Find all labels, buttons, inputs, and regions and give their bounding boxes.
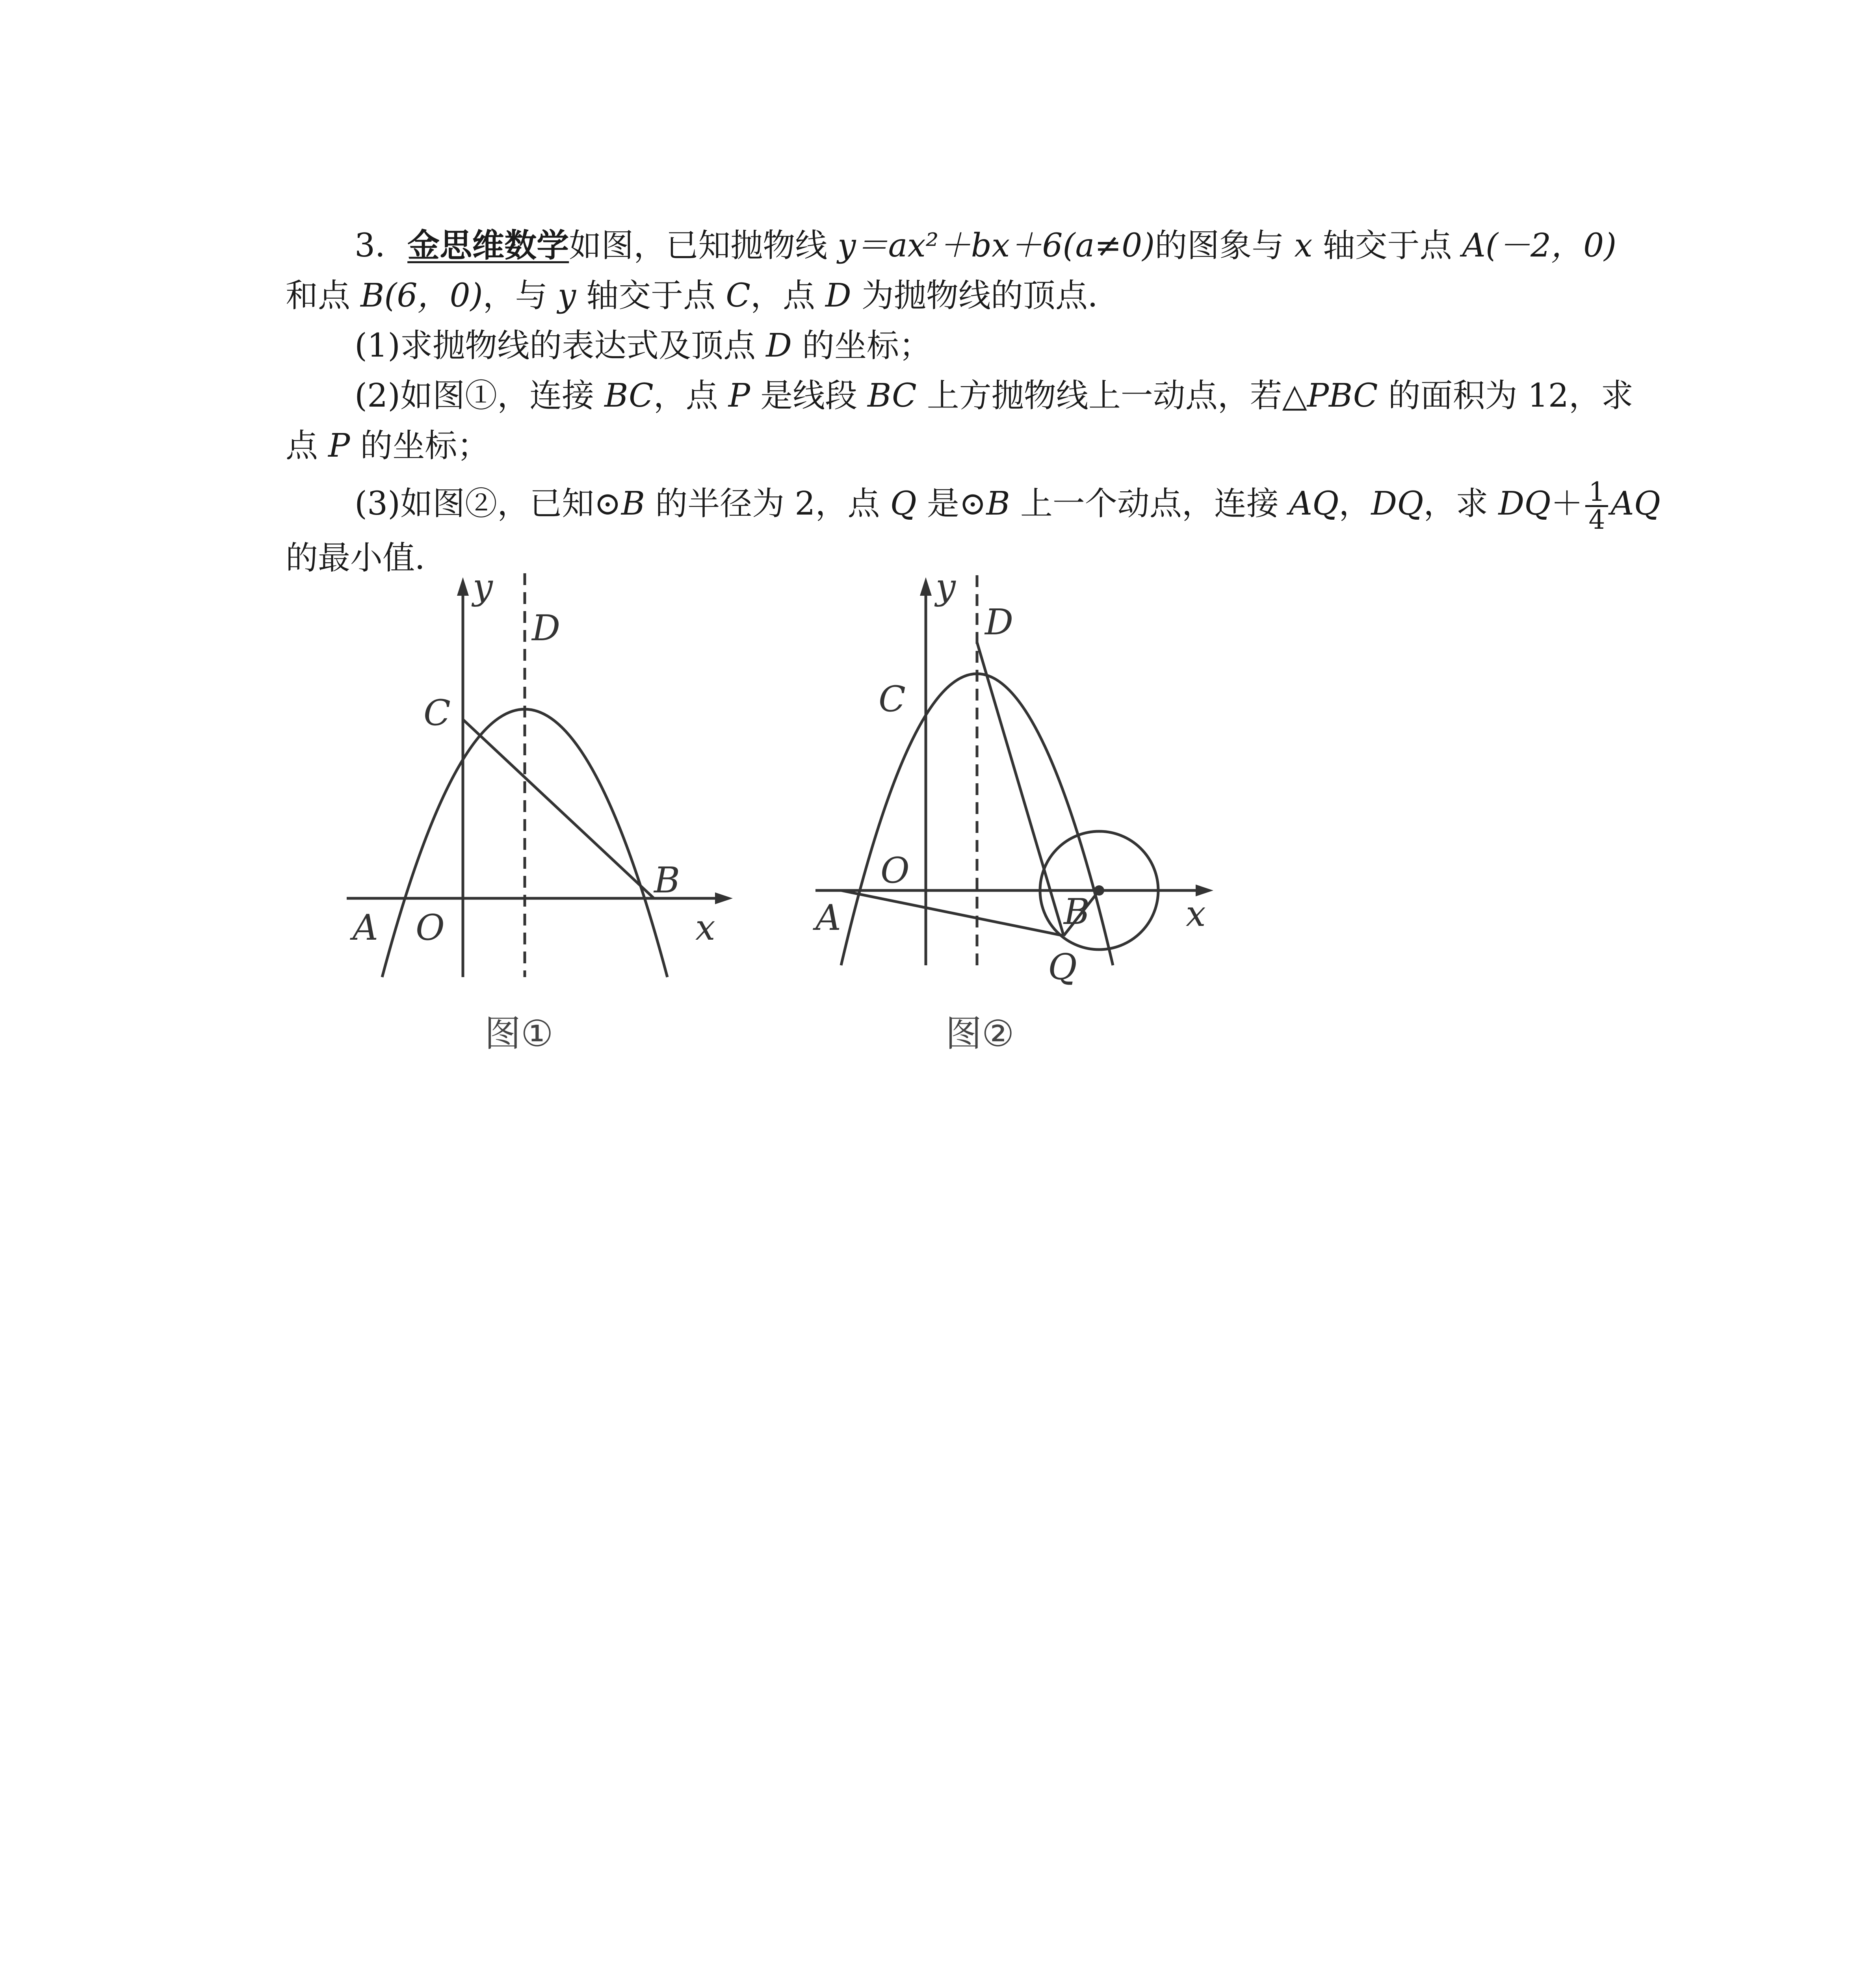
segment-bc: BC xyxy=(604,377,654,415)
label-x: x xyxy=(1186,893,1206,935)
text-segment: 轴交于点 xyxy=(1312,227,1462,264)
label-c: C xyxy=(879,678,906,720)
point-d: D xyxy=(825,277,851,315)
label-q: Q xyxy=(1048,946,1077,988)
figure-1 xyxy=(339,567,756,993)
text-segment: 和点 xyxy=(286,277,361,315)
problem-line-1 xyxy=(286,221,1617,271)
text-segment: 轴交于点 xyxy=(576,277,726,315)
text-segment: 点 xyxy=(286,427,329,465)
label-o: O xyxy=(880,850,910,891)
figure-1-caption: 图① xyxy=(485,1013,554,1055)
point-d: D xyxy=(766,327,792,365)
triangle-pbc: PBC xyxy=(1307,377,1378,415)
text-segment: 的坐标； xyxy=(350,427,490,465)
text-segment: ， xyxy=(1339,485,1371,523)
text-segment: 是⊙ xyxy=(916,485,986,523)
figure-1-diagram xyxy=(339,567,756,993)
text-segment: (3)如图②，已知⊙ xyxy=(355,485,621,523)
label-d: D xyxy=(985,602,1014,643)
text-segment: ，求 xyxy=(1423,485,1499,523)
text-segment: 的坐标； xyxy=(791,327,932,365)
text-segment: ＋ xyxy=(1551,485,1583,523)
point-b: B xyxy=(986,485,1010,523)
question-2 xyxy=(286,371,1634,421)
segment-aq xyxy=(841,890,1064,936)
point-q: Q xyxy=(890,485,917,523)
center-point-b xyxy=(1094,885,1104,896)
text-segment: 上方抛物线上一动点，若△ xyxy=(916,377,1307,415)
point-c: C xyxy=(726,277,750,315)
text-segment: ，与 xyxy=(483,277,558,315)
label-x: x xyxy=(695,907,715,948)
text-segment: 的图象与 xyxy=(1155,227,1295,264)
problem-number: 3． xyxy=(355,227,408,264)
fraction-denominator: 4 xyxy=(1588,505,1605,535)
text-segment: (2)如图①，连接 xyxy=(355,377,605,415)
figure-2-caption: 图② xyxy=(945,1013,1014,1055)
text-segment: 的最小值． xyxy=(286,539,448,577)
question-3 xyxy=(286,477,1661,535)
segment-dq: DQ xyxy=(1498,485,1551,523)
problem-line-2 xyxy=(286,271,1597,321)
problem-text xyxy=(286,221,1661,584)
y-axis-arrow-icon xyxy=(457,577,469,596)
text-segment: 为抛物线的顶点． xyxy=(851,277,1120,315)
text-segment: 是线段 xyxy=(750,377,868,415)
label-y: y xyxy=(473,567,493,608)
figure-2-diagram xyxy=(812,567,1253,1001)
problem-source: 金思维数学 xyxy=(407,227,569,264)
fraction-numerator: 1 xyxy=(1585,479,1608,507)
var-x: x xyxy=(1294,227,1313,264)
label-a: A xyxy=(353,907,378,948)
label-b: B xyxy=(654,860,680,901)
var-y: y xyxy=(557,277,576,315)
label-o: O xyxy=(416,907,445,948)
text-segment: ，点 xyxy=(653,377,728,415)
question-2-cont xyxy=(286,421,1597,471)
segment-bc xyxy=(463,719,654,898)
point-a: A(－2，0) xyxy=(1462,227,1617,264)
segment-aq: AQ xyxy=(1289,485,1339,523)
figure-2 xyxy=(812,567,1253,1001)
text-segment: (1)求抛物线的表达式及顶点 xyxy=(355,327,766,365)
segment-aq: AQ xyxy=(1610,485,1661,523)
text-segment: 如图，已知抛物线 xyxy=(569,227,838,264)
label-b: B xyxy=(1064,891,1090,933)
point-b: B(6，0) xyxy=(360,277,483,315)
text-segment: 的面积为 12，求 xyxy=(1378,377,1634,415)
text-segment: 上一个动点，连接 xyxy=(1010,485,1289,523)
label-a: A xyxy=(815,897,841,939)
point-p: P xyxy=(728,377,750,415)
y-axis-arrow-icon xyxy=(920,577,932,596)
label-d: D xyxy=(532,608,561,649)
fraction xyxy=(1585,479,1608,533)
equation: y＝ax²＋bx＋6(a≠0) xyxy=(838,227,1155,264)
point-p: P xyxy=(328,427,350,465)
text-segment: 的半径为 2，点 xyxy=(645,485,890,523)
question-1 xyxy=(286,321,1597,371)
label-c: C xyxy=(423,692,451,734)
segment-dq: DQ xyxy=(1371,485,1424,523)
x-axis-arrow-icon xyxy=(715,892,733,904)
label-y: y xyxy=(936,567,956,608)
point-b: B xyxy=(621,485,645,523)
segment-bc: BC xyxy=(867,377,917,415)
text-segment: ，点 xyxy=(750,277,826,315)
